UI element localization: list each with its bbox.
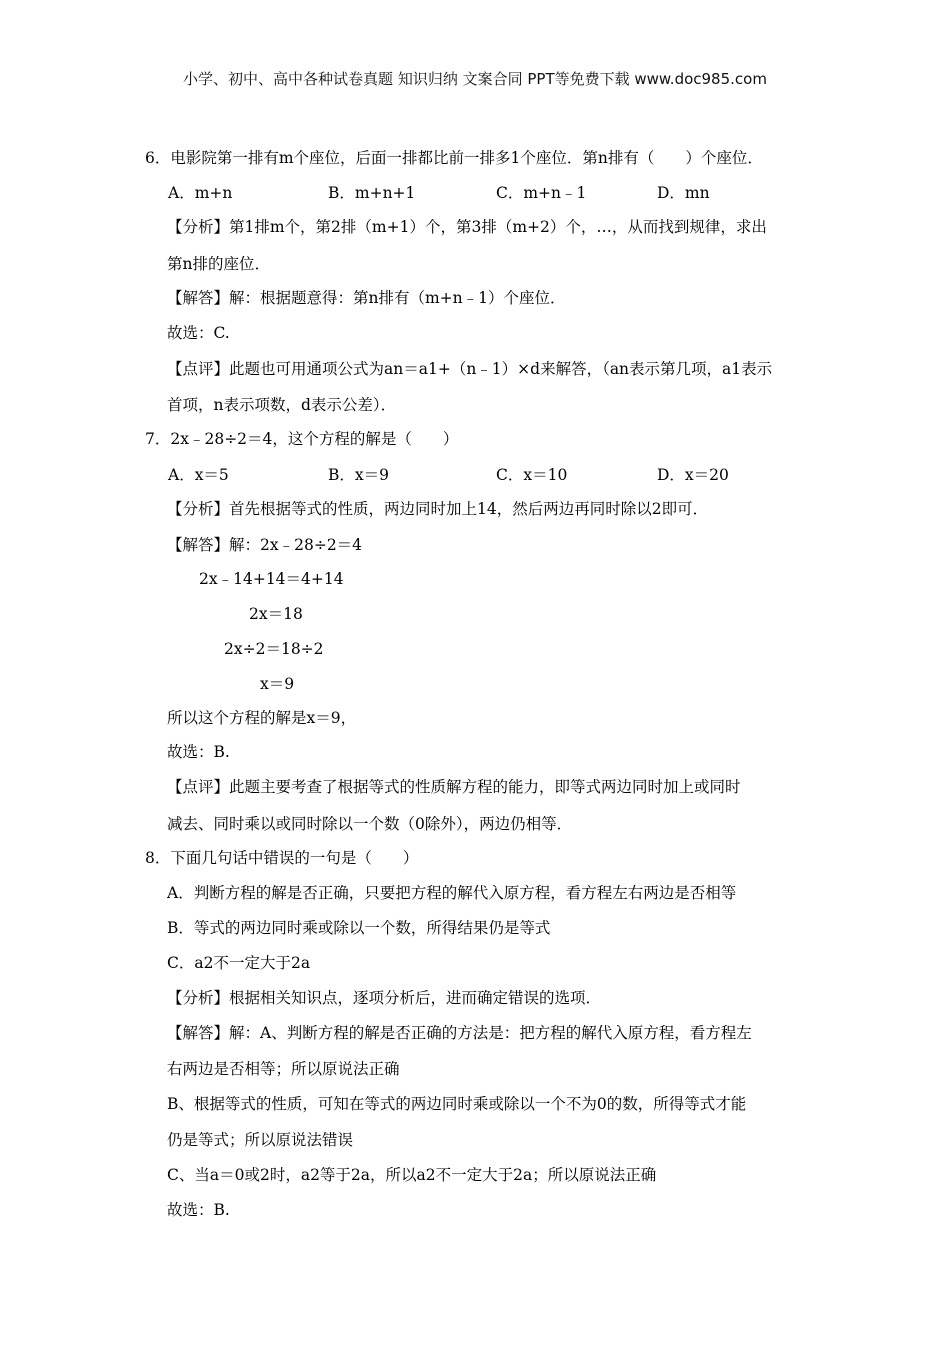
q6-analysis-line-1: 【分析】第1排m个，第2排（m+1）个，第3排（m+2）个，…，从而找到规律，求出: [167, 218, 767, 236]
q8-analysis: 【分析】根据相关知识点，逐项分析后，进而确定错误的选项．: [167, 989, 602, 1007]
q6-analysis-line-2: 第n排的座位．: [167, 255, 270, 273]
q6-comment-line-2: 首项，n表示项数，d表示公差）．: [167, 396, 397, 414]
q6-option-d: D．mn: [657, 184, 710, 202]
q7-option-a: A．x＝5: [168, 466, 229, 484]
q7-step-3: 2x÷2＝18÷2: [224, 640, 324, 658]
q7-option-d: D．x＝20: [657, 466, 729, 484]
q7-stem: 7．2x﹣28÷2＝4，这个方程的解是（ ）: [145, 430, 459, 448]
q7-choice: 故选：B.: [167, 743, 230, 761]
q8-answer-line-5: C、当a＝0或2时，a2等于2a，所以a2不一定大于2a；所以原说法正确: [167, 1166, 657, 1184]
q8-answer-line-2: 右两边是否相等；所以原说法正确: [167, 1060, 400, 1078]
q8-answer-line-3: B、根据等式的性质，可知在等式的两边同时乘或除以一个不为0的数，所得等式才能: [167, 1095, 747, 1113]
q6-comment-line-1: 【点评】此题也可用通项公式为an＝a1+（n﹣1）×d来解答，（an表示第几项，a1表示: [167, 360, 773, 378]
q6-option-c: C．m+n﹣1: [496, 184, 587, 202]
q8-option-a: A．判断方程的解是否正确，只要把方程的解代入原方程，看方程左右两边是否相等: [167, 884, 737, 902]
q6-option-a: A．m+n: [168, 184, 233, 202]
q7-option-b: B．x＝9: [328, 466, 389, 484]
q8-stem: 8．下面几句话中错误的一句是（ ）: [145, 849, 419, 867]
q6-option-b: B．m+n+1: [328, 184, 416, 202]
q6-stem: 6．电影院第一排有m个座位，后面一排都比前一排多1个座位．第n排有（ ）个座位．: [145, 149, 763, 167]
q7-comment-line-1: 【点评】此题主要考查了根据等式的性质解方程的能力，即等式两边同时加上或同时: [167, 778, 741, 796]
q8-choice: 故选：B.: [167, 1201, 230, 1219]
q8-option-c: C．a2不一定大于2a: [167, 954, 311, 972]
q7-comment-line-2: 减去、同时乘以或同时除以一个数（0除外），两边仍相等．: [167, 815, 573, 833]
q6-choice: 故选：C.: [167, 324, 230, 342]
q8-option-b: B．等式的两边同时乘或除以一个数，所得结果仍是等式: [167, 919, 551, 937]
q8-answer-line-1: 【解答】解：A、判断方程的解是否正确的方法是：把方程的解代入原方程，看方程左: [167, 1024, 752, 1042]
q7-analysis: 【分析】首先根据等式的性质，两边同时加上14，然后两边再同时除以2即可．: [167, 500, 709, 518]
q7-step-1: 2x﹣14+14＝4+14: [199, 570, 344, 588]
q8-answer-line-4: 仍是等式；所以原说法错误: [167, 1131, 354, 1149]
page-header: 小学、初中、高中各种试卷真题 知识归纳 文案合同 PPT等免费下载 www.doc985.com: [183, 70, 767, 88]
q6-answer: 【解答】解：根据题意得：第n排有（m+n﹣1）个座位．: [167, 289, 566, 307]
q7-step-2: 2x＝18: [249, 605, 303, 623]
q7-answer: 【解答】解：2x﹣28÷2＝4: [167, 536, 363, 554]
q7-step-4: x＝9: [260, 675, 295, 693]
q7-conclusion: 所以这个方程的解是x＝9，: [167, 709, 357, 727]
q7-option-c: C．x＝10: [496, 466, 568, 484]
